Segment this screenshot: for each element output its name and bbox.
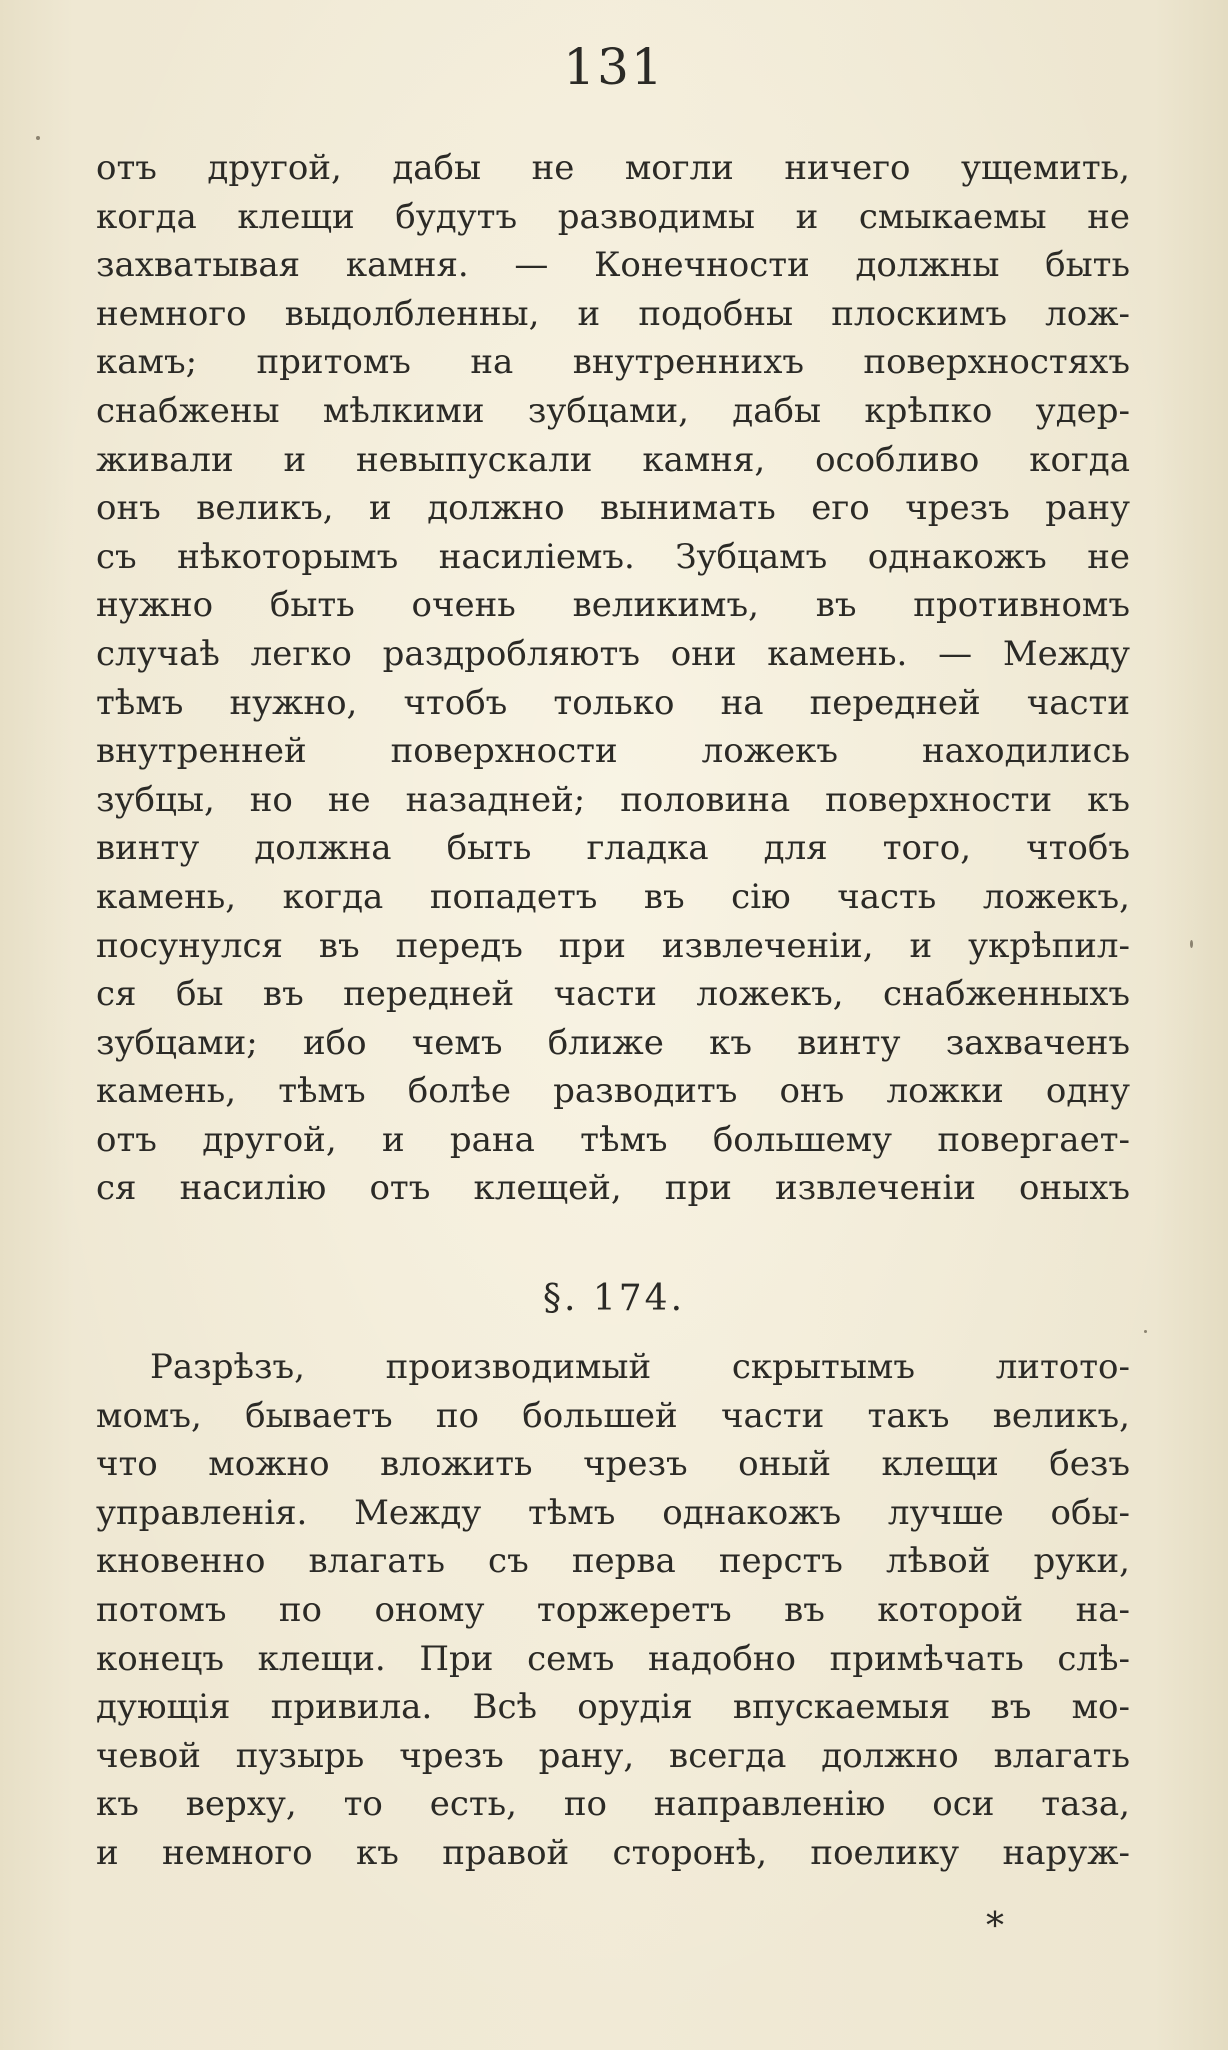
text-line: камъ; притомъ на внутреннихъ поверхностяхъ bbox=[96, 342, 1130, 383]
text-line: немного выдолбленны, и подобны плоскимъ лож- bbox=[96, 293, 1130, 334]
text-line: дующія привила. Всѣ орудія впускаемыя въ мо- bbox=[96, 1687, 1130, 1728]
text-line: управленія. Между тѣмъ однакожъ лучше обы- bbox=[96, 1492, 1130, 1533]
catchword: * bbox=[986, 1906, 1004, 1947]
text-line: снабжены мѣлкими зубцами, дабы крѣпко удер- bbox=[96, 390, 1130, 431]
text-line: захватывая камня. — Конечности должны быть bbox=[96, 245, 1130, 286]
text-line: винту должна быть гладка для того, чтобъ bbox=[96, 828, 1130, 869]
text-line: потомъ по оному торжеретъ въ которой на- bbox=[96, 1589, 1130, 1630]
paper-speck bbox=[1144, 1330, 1147, 1333]
text-line: зубцы, но не назадней; половина поверхности къ bbox=[96, 779, 1130, 820]
text-line: что можно вложить чрезъ оный клещи безъ bbox=[96, 1444, 1130, 1485]
text-line: нужно быть очень великимъ, въ противномъ bbox=[96, 585, 1130, 626]
paragraph-2 bbox=[96, 1343, 1130, 1878]
text-line: онъ великъ, и должно вынимать его чрезъ рану bbox=[96, 488, 1130, 529]
text-line: конецъ клещи. При семъ надобно примѣчать слѣ- bbox=[96, 1638, 1130, 1679]
text-line: ся насилію отъ клещей, при извлеченіи оныхъ bbox=[96, 1168, 1130, 1209]
text-line: съ нѣкоторымъ насиліемъ. Зубцамъ однакожъ не bbox=[96, 536, 1130, 577]
text-line: зубцами; ибо чемъ ближе къ винту захваченъ bbox=[96, 1022, 1130, 1063]
paper-speck bbox=[36, 136, 40, 140]
text-line: отъ другой, дабы не могли ничего ущемить, bbox=[96, 148, 1130, 188]
text-line: чевой пузырь чрезъ рану, всегда должно влагать bbox=[96, 1735, 1130, 1776]
text-line: камень, тѣмъ болѣе разводитъ онъ ложки одну bbox=[96, 1071, 1130, 1112]
text-line: камень, когда попадетъ въ сію часть ложекъ, bbox=[96, 876, 1130, 917]
text-line: тѣмъ нужно, чтобъ только на передней части bbox=[96, 682, 1130, 723]
text-line: и немного къ правой сторонѣ, поелику наруж- bbox=[96, 1832, 1130, 1873]
text-line: ся бы въ передней части ложекъ, снабженныхъ bbox=[96, 974, 1130, 1015]
text-line: кновенно влагать съ перва перстъ лѣвой руки, bbox=[96, 1541, 1130, 1582]
text-line: внутренней поверхности ложекъ находились bbox=[96, 731, 1130, 772]
section-heading: §. 174. bbox=[542, 1278, 686, 1319]
text-line: когда клещи будутъ разводимы и смыкаемы не bbox=[96, 196, 1130, 237]
paper-speck bbox=[1190, 940, 1193, 948]
text-line: Разрѣзъ, производимый скрытымъ литото- bbox=[150, 1347, 1130, 1387]
text-line: момъ, бываетъ по большей части такъ великъ, bbox=[96, 1395, 1130, 1436]
text-line: живали и невыпускали камня, особливо когда bbox=[96, 439, 1130, 480]
page-number: 131 bbox=[563, 38, 665, 96]
text-line: посунулся въ передъ при извлеченіи, и укрѣпил- bbox=[96, 925, 1130, 966]
paragraph-1 bbox=[96, 144, 1130, 1213]
text-line: къ верху, то есть, по направленію оси таза, bbox=[96, 1784, 1130, 1825]
text-line: отъ другой, и рана тѣмъ большему повергает- bbox=[96, 1119, 1130, 1160]
text-line: случаѣ легко раздробляютъ они камень. — Между bbox=[96, 633, 1130, 674]
